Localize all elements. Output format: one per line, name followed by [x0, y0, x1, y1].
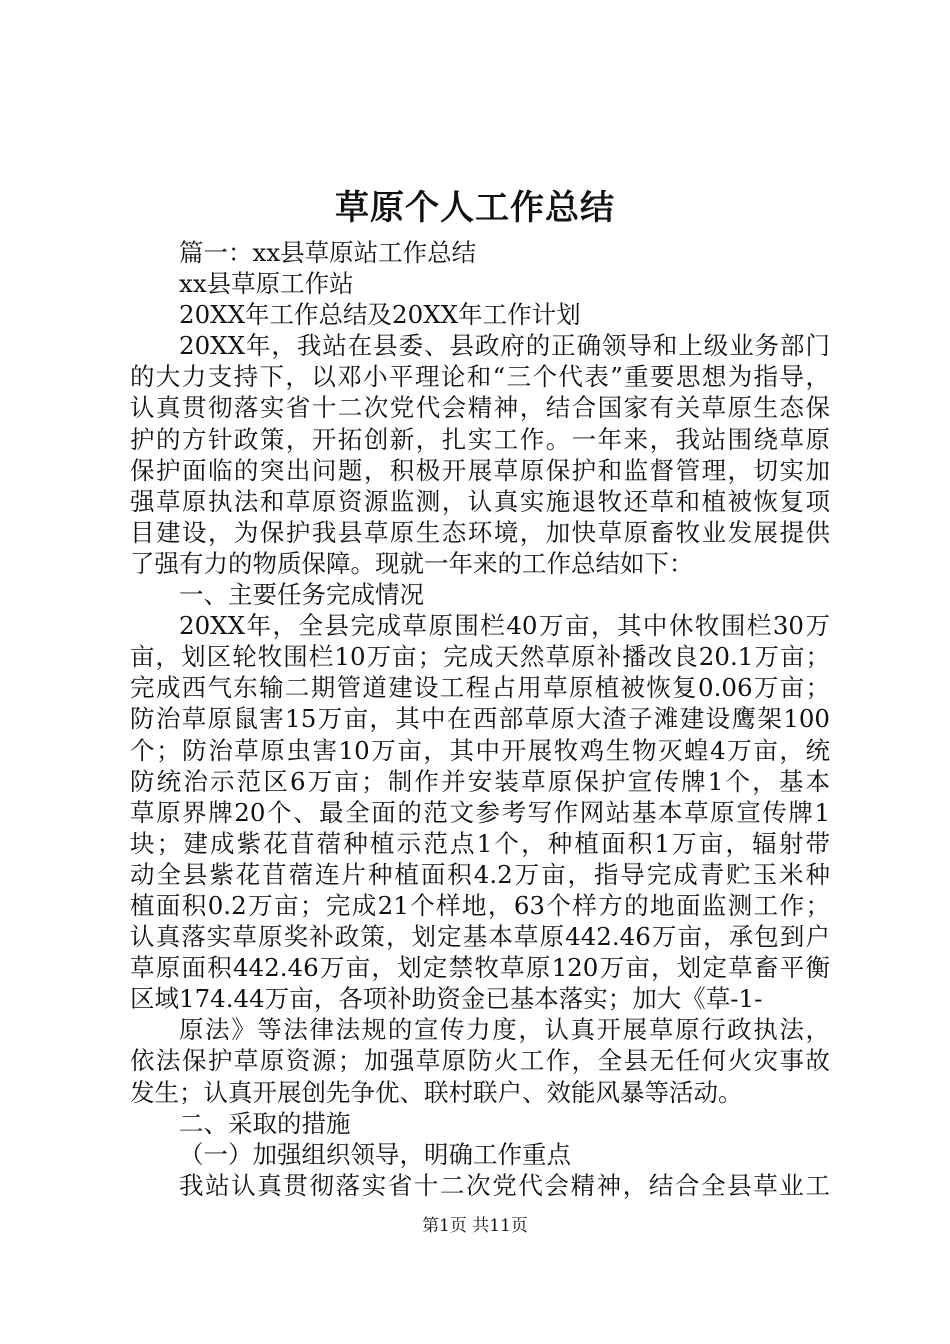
text-line: 草原界牌20个、最全面的范文参考写作网站基本草原宣传牌1	[130, 797, 830, 827]
text-line: 20XX年，我站在县委、县政府的正确领导和上级业务部门	[179, 331, 830, 361]
text-line: 完成西气东输二期管道建设工程占用草原植被恢复0.06万亩；	[130, 673, 830, 703]
text-line: 篇一：xx县草原站工作总结	[179, 238, 477, 267]
text-line: 强草原执法和草原资源监测，认真实施退牧还草和植被恢复项	[130, 486, 830, 516]
text-line: 认真贯彻落实省十二次党代会精神，结合国家有关草原生态保	[130, 393, 830, 423]
text-line: 目建设，为保护我县草原生态环境，加快草原畜牧业发展提供	[130, 517, 830, 547]
text-line: 原法》等法律法规的宣传力度，认真开展草原行政执法，	[179, 1015, 830, 1045]
text-line: 一、主要任务完成情况	[179, 580, 424, 610]
text-line: 亩，划区轮牧围栏10万亩；完成天然草原补播改良20.1万亩；	[130, 642, 830, 672]
document-body	[130, 237, 830, 1201]
text-line: 我站认真贯彻落实省十二次党代会精神，结合全县草业工	[179, 1170, 830, 1200]
text-line: 块；建成紫花苜蓿种植示范点1个，种植面积1万亩，辐射带	[130, 828, 830, 858]
text-line: 区域174.44万亩，各项补助资金已基本落实；加大《草-1-	[130, 984, 763, 1014]
text-line: 发生；认真开展创先争优、联村联户、效能风暴等活动。	[130, 1077, 743, 1107]
document-title: 草原个人工作总结	[335, 188, 615, 228]
text-line: 防统治示范区6万亩；制作并安装草原保护宣传牌1个，基本	[130, 766, 830, 796]
text-line: 二、采取的措施	[179, 1108, 351, 1138]
text-line: 依法保护草原资源；加强草原防火工作，全县无任何火灾事故	[130, 1046, 830, 1076]
text-line: 20XX年工作总结及20XX年工作计划	[179, 300, 581, 330]
text-line: 认真落实草原奖补政策，划定基本草原442.46万亩，承包到户	[130, 922, 830, 952]
text-line: 20XX年，全县完成草原围栏40万亩，其中休牧围栏30万	[179, 611, 830, 641]
page-footer: 第1页 共11页	[422, 1216, 528, 1236]
text-line: 个；防治草原虫害10万亩，其中开展牧鸡生物灭蝗4万亩，统	[130, 735, 830, 765]
text-line: 动全县紫花苜蓿连片种植面积4.2万亩，指导完成青贮玉米种	[130, 859, 830, 889]
text-line: 了强有力的物质保障。现就一年来的工作总结如下：	[130, 548, 694, 578]
text-line: xx县草原工作站	[179, 269, 354, 299]
text-line: 的大力支持下，以邓小平理论和“三个代表”重要思想为指导，	[130, 362, 830, 392]
text-line: 防治草原鼠害15万亩，其中在西部草原大渣子滩建设鹰架100	[130, 704, 830, 734]
text-line: （一）加强组织领导，明确工作重点	[179, 1139, 571, 1169]
text-line: 植面积0.2万亩；完成21个样地，63个样方的地面监测工作；	[130, 890, 830, 920]
text-line: 护的方针政策，开拓创新，扎实工作。一年来，我站围绕草原	[130, 424, 830, 454]
text-line: 草原面积442.46万亩，划定禁牧草原120万亩，划定草畜平衡	[130, 953, 830, 983]
text-line: 保护面临的突出问题，积极开展草原保护和监督管理，切实加	[130, 455, 830, 485]
